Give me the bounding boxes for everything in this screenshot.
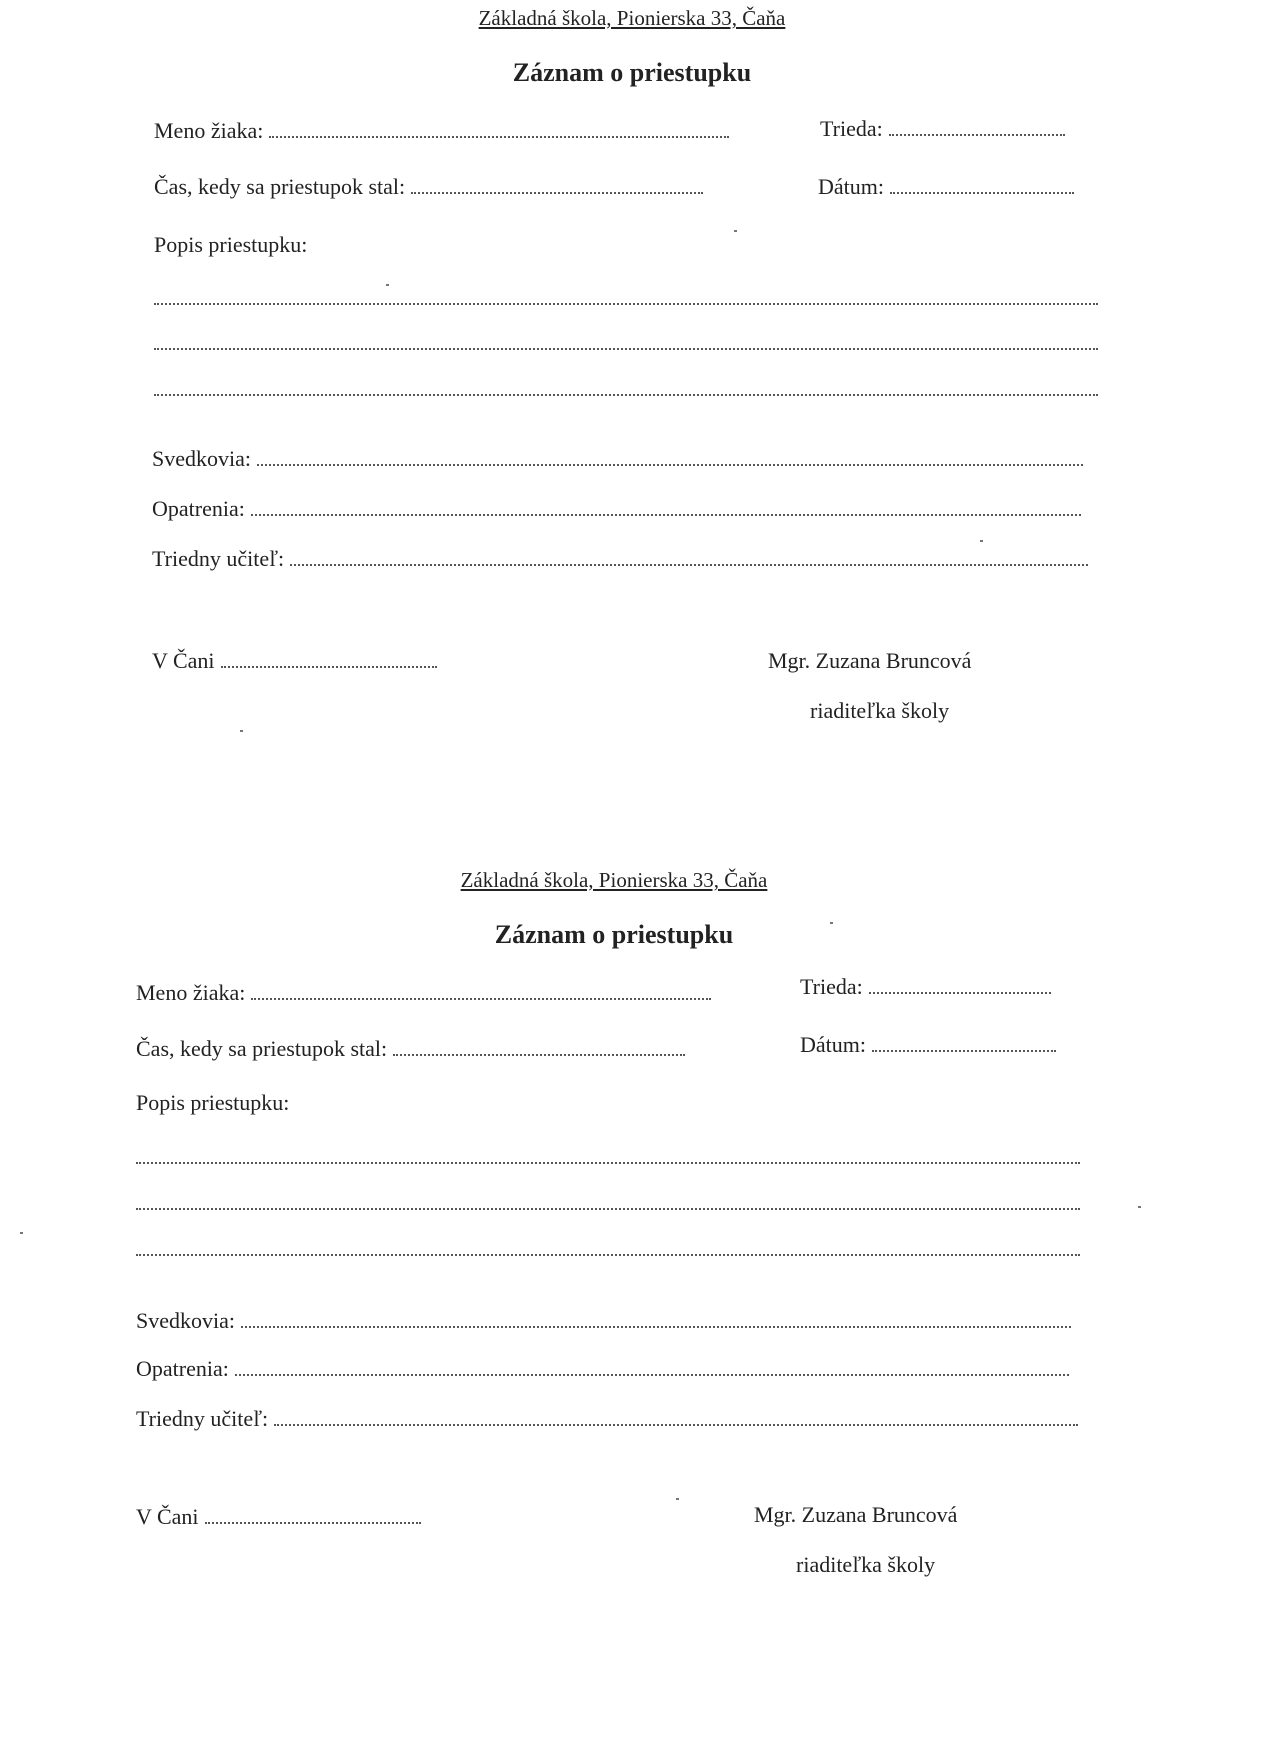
scan-speck (980, 540, 983, 542)
signer-name: Mgr. Zuzana Bruncová (768, 648, 972, 673)
student-name-field[interactable] (269, 132, 729, 138)
signer-role: riaditeľka školy (810, 698, 950, 723)
witnesses-field[interactable] (257, 460, 1083, 466)
class-label: Trieda: (820, 116, 883, 141)
date-field[interactable] (872, 1046, 1056, 1052)
student-name-label: Meno žiaka: (154, 118, 264, 143)
scan-speck (386, 284, 389, 286)
date-label: Dátum: (800, 1032, 866, 1057)
place-label: V Čani (136, 1504, 199, 1529)
scan-speck (830, 922, 833, 924)
time-row (154, 174, 703, 200)
place-date-field[interactable] (221, 662, 437, 668)
time-row (136, 1036, 685, 1062)
offense-record-form-2 (0, 862, 1246, 1722)
scan-speck (676, 1498, 679, 1500)
scan-speck (240, 730, 243, 732)
date-label: Dátum: (818, 174, 884, 199)
date-row (800, 1032, 1056, 1058)
scan-speck (734, 230, 737, 232)
teacher-row (152, 546, 1088, 572)
description-line-1[interactable] (136, 1162, 1080, 1164)
class-field[interactable] (889, 130, 1065, 136)
description-line-3[interactable] (154, 394, 1098, 396)
description-line-1[interactable] (154, 303, 1098, 305)
school-header: Základná škola, Pionierska 33, Čaňa (460, 868, 768, 892)
description-line-2[interactable] (136, 1208, 1080, 1210)
witnesses-label: Svedkovia: (152, 446, 251, 471)
class-row (800, 974, 1051, 1000)
time-field[interactable] (393, 1050, 685, 1056)
date-field[interactable] (890, 188, 1074, 194)
time-label: Čas, kedy sa priestupok stal: (136, 1036, 388, 1061)
time-field[interactable] (411, 188, 703, 194)
measures-field[interactable] (251, 510, 1081, 516)
measures-label: Opatrenia: (136, 1356, 229, 1381)
description-line-3[interactable] (136, 1254, 1080, 1256)
student-name-label: Meno žiaka: (136, 980, 246, 1005)
description-line-2[interactable] (154, 348, 1098, 350)
offense-record-form-1 (0, 0, 1264, 860)
teacher-label: Triedny učiteľ: (152, 546, 285, 571)
teacher-field[interactable] (274, 1420, 1078, 1426)
signer-role: riaditeľka školy (796, 1552, 936, 1577)
measures-row (136, 1356, 1069, 1382)
student-name-row (136, 980, 711, 1006)
student-name-field[interactable] (251, 994, 711, 1000)
witnesses-row (152, 446, 1083, 472)
teacher-row (136, 1406, 1078, 1432)
signer-name: Mgr. Zuzana Bruncová (754, 1502, 958, 1527)
description-label: Popis priestupku: (154, 232, 308, 257)
place-date-field[interactable] (205, 1518, 421, 1524)
teacher-label: Triedny učiteľ: (136, 1406, 269, 1431)
class-field[interactable] (869, 988, 1051, 994)
witnesses-field[interactable] (241, 1322, 1071, 1328)
time-label: Čas, kedy sa priestupok stal: (154, 174, 406, 199)
witnesses-label: Svedkovia: (136, 1308, 235, 1333)
class-label: Trieda: (800, 974, 863, 999)
place-row (152, 648, 437, 674)
measures-label: Opatrenia: (152, 496, 245, 521)
scan-speck (20, 1232, 23, 1234)
witnesses-row (136, 1308, 1071, 1334)
measures-field[interactable] (235, 1370, 1069, 1376)
place-row (136, 1504, 421, 1530)
form-title: Záznam o priestupku (494, 920, 734, 949)
form-title: Záznam o priestupku (512, 58, 752, 87)
description-label: Popis priestupku: (136, 1090, 290, 1115)
student-name-row (154, 118, 729, 144)
teacher-field[interactable] (290, 560, 1088, 566)
place-label: V Čani (152, 648, 215, 673)
school-header: Základná škola, Pionierska 33, Čaňa (478, 6, 786, 30)
scan-speck (1138, 1206, 1141, 1208)
measures-row (152, 496, 1081, 522)
date-row (818, 174, 1074, 200)
class-row (820, 116, 1065, 142)
